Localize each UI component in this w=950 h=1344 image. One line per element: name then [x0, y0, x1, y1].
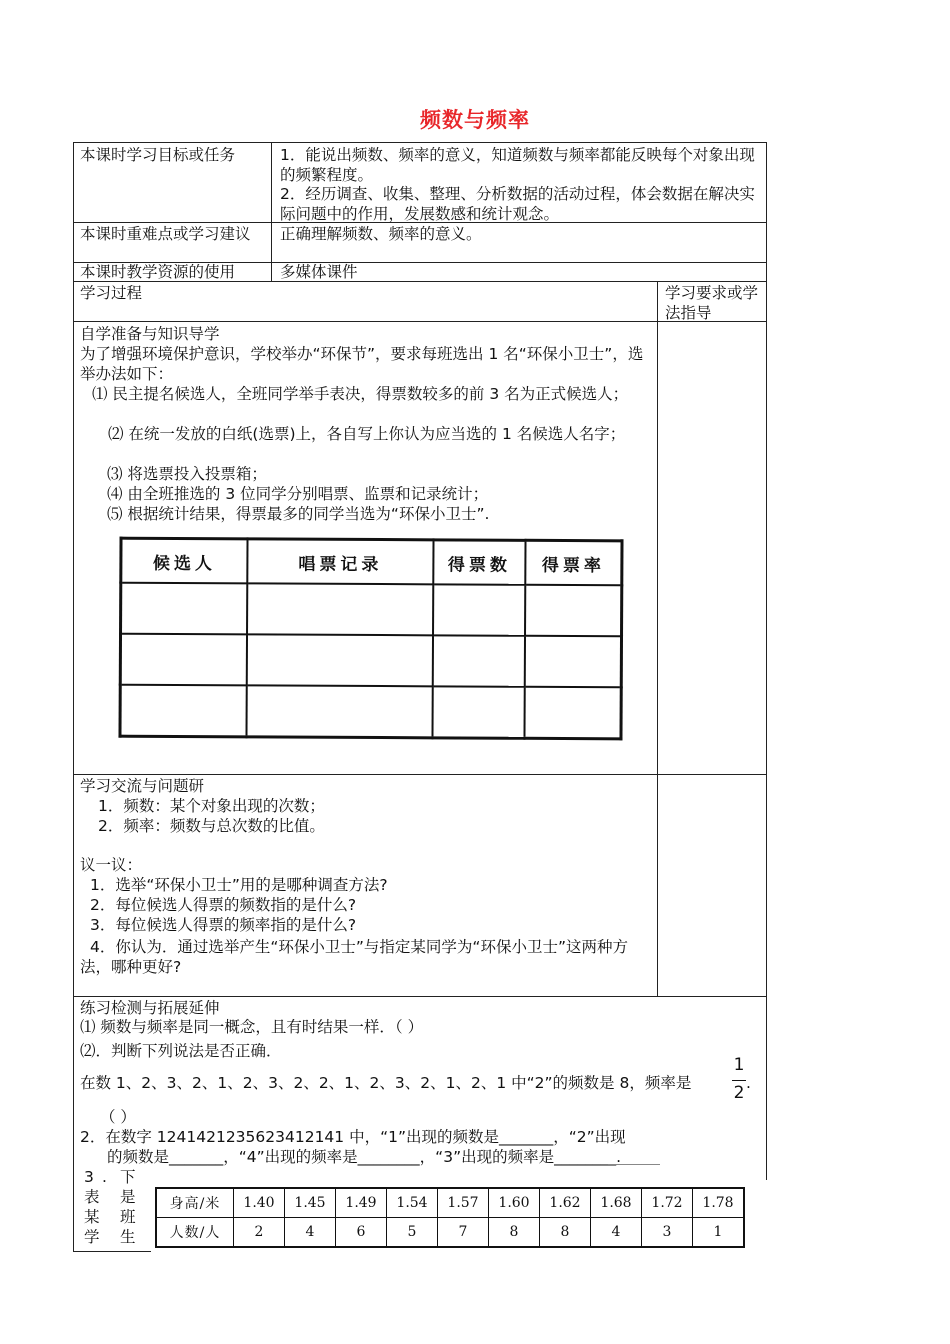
practice-4-char: 学 — [84, 1228, 100, 1246]
height-cell: 1.45 — [285, 1188, 336, 1218]
practice-2-period: . — [746, 1074, 751, 1092]
height-cell: 1.78 — [693, 1188, 745, 1218]
row-line — [73, 774, 766, 775]
practice-4-char: 3 — [84, 1168, 94, 1186]
step-3: ⑶ 将选票投入投票箱； — [107, 465, 267, 483]
goal-text-1: 1．能说出频数、频率的意义，知道频数与频率都能反映每个对象出现的频繁程度。 — [280, 146, 755, 184]
vote-table — [118, 537, 623, 741]
practice-2: ⑵．判断下列说法是否正确． — [80, 1042, 282, 1060]
res-text: 多媒体课件 — [280, 263, 358, 281]
count-cell: 3 — [642, 1218, 693, 1248]
fraction-numerator: 1 — [733, 1055, 745, 1075]
question-3: 3．每位候选人得票的频率指的是什么? — [90, 916, 357, 934]
key-text: 正确理解频数、频率的意义。 — [280, 225, 482, 243]
practice-2-statement: 在数 1、2、3、2、1、2、3、2、2、1、2、3、2、1、2、1 中“2”的频数是 8，频率是 — [80, 1074, 692, 1092]
col-line-label — [271, 142, 272, 281]
step-1: ⑴ 民主提名候选人，全班同学举手表决，得票数较多的前 3 名为正式候选人； — [92, 385, 629, 403]
col-line-guide — [657, 281, 658, 996]
definition-rate: 2．频率：频数与总次数的比值。 — [98, 817, 325, 835]
vote-row — [121, 583, 622, 637]
vote-header-candidate: 候选人 — [121, 538, 248, 583]
question-1: 1．选举“环保小卫士”用的是哪种调查方法? — [90, 876, 388, 894]
border-right — [766, 142, 767, 1180]
height-cell: 1.72 — [642, 1188, 693, 1218]
height-cell: 1.57 — [438, 1188, 489, 1218]
process-label: 学习过程 — [80, 284, 143, 302]
count-cell: 1 — [693, 1218, 745, 1248]
practice-4-char: 表 — [84, 1188, 100, 1206]
count-row — [156, 1218, 744, 1248]
vote-header-votes: 得票数 — [433, 540, 525, 585]
question-2: 2．每位候选人得票的频数指的是什么? — [90, 896, 357, 914]
question-4: 4．你认为．通过选举产生“环保小卫士”与指定某同学为“环保小卫士”这两种方法，哪种更好? — [80, 938, 628, 976]
section1-intro: 为了增强环境保护意识，学校举办“环保节”，要求每班选出 1 名“环保小卫士”，选举办法如下： — [80, 345, 644, 383]
practice-3-line2: 的频数是_______，“4”出现的频率是________，“3”出现的频率是________. — [107, 1148, 622, 1166]
count-cell: 4 — [285, 1218, 336, 1248]
fraction-denominator: 2 — [733, 1083, 745, 1103]
vote-row — [120, 685, 621, 739]
discuss-heading: 议一议： — [80, 856, 143, 874]
row-line-bottom — [73, 1251, 151, 1252]
practice-4-char: 某 — [84, 1208, 100, 1226]
key-label: 本课时重难点或学习建议 — [80, 225, 251, 243]
section1-heading: 自学准备与知识导学 — [80, 325, 220, 343]
practice-4-char: 班 — [120, 1208, 136, 1226]
practice-4-char: 生 — [120, 1228, 136, 1246]
height-row — [156, 1188, 744, 1218]
section2-heading: 学习交流与问题研 — [80, 777, 205, 795]
res-label: 本课时教学资源的使用 — [80, 263, 236, 281]
step-4: ⑷ 由全班推选的 3 位同学分别唱票、监票和记录统计； — [107, 485, 489, 503]
practice-3-underline — [608, 1164, 660, 1165]
practice-4-char: 是 — [120, 1188, 136, 1206]
height-cell: 1.62 — [540, 1188, 591, 1218]
vote-header-record: 唱票记录 — [247, 539, 433, 584]
height-table — [155, 1187, 745, 1248]
step-2: ⑵ 在统一发放的白纸(选票)上，各自写上你认为应当选的 1 名候选人名字； — [108, 425, 626, 443]
practice-3-line1: 2．在数字 1241421235623412141 中，“1”出现的频数是_______，“2”出现 — [80, 1128, 626, 1146]
step-5: ⑸ 根据统计结果，得票最多的同学当选为“环保小卫士”. — [107, 505, 490, 523]
count-label: 人数/人 — [156, 1218, 234, 1248]
count-cell: 6 — [336, 1218, 387, 1248]
count-cell: 8 — [489, 1218, 540, 1248]
row-line — [73, 321, 766, 322]
height-cell: 1.40 — [234, 1188, 285, 1218]
section3-heading: 练习检测与拓展延伸 — [80, 999, 220, 1017]
vote-header-rate: 得票率 — [525, 540, 622, 585]
practice-4-char: 下 — [120, 1168, 136, 1186]
vote-row — [120, 634, 621, 688]
page-title: 频数与频率 — [420, 108, 530, 132]
guide-label: 学习要求或学法指导 — [665, 284, 759, 322]
count-cell: 4 — [591, 1218, 642, 1248]
practice-4-char: . — [102, 1168, 107, 1186]
count-cell: 7 — [438, 1218, 489, 1248]
practice-2-answer: （ ） — [100, 1108, 136, 1126]
height-cell: 1.49 — [336, 1188, 387, 1218]
border-top — [73, 142, 766, 143]
height-cell: 1.60 — [489, 1188, 540, 1218]
goal-text-2: 2．经历调查、收集、整理、分析数据的活动过程，体会数据在解决实际问题中的作用，发展数感和统计观念。 — [280, 185, 755, 223]
height-cell: 1.68 — [591, 1188, 642, 1218]
count-cell: 2 — [234, 1218, 285, 1248]
count-cell: 8 — [540, 1218, 591, 1248]
count-cell: 5 — [387, 1218, 438, 1248]
height-label: 身高/米 — [156, 1188, 234, 1218]
border-left — [73, 142, 74, 1252]
height-cell: 1.54 — [387, 1188, 438, 1218]
fraction-bar — [732, 1080, 746, 1081]
practice-1: ⑴ 频数与频率是同一概念，且有时结果一样．（ ） — [80, 1018, 424, 1036]
definition-frequency: 1．频数：某个对象出现的次数； — [98, 797, 325, 815]
goal-label: 本课时学习目标或任务 — [80, 146, 236, 164]
row-line — [73, 996, 766, 997]
